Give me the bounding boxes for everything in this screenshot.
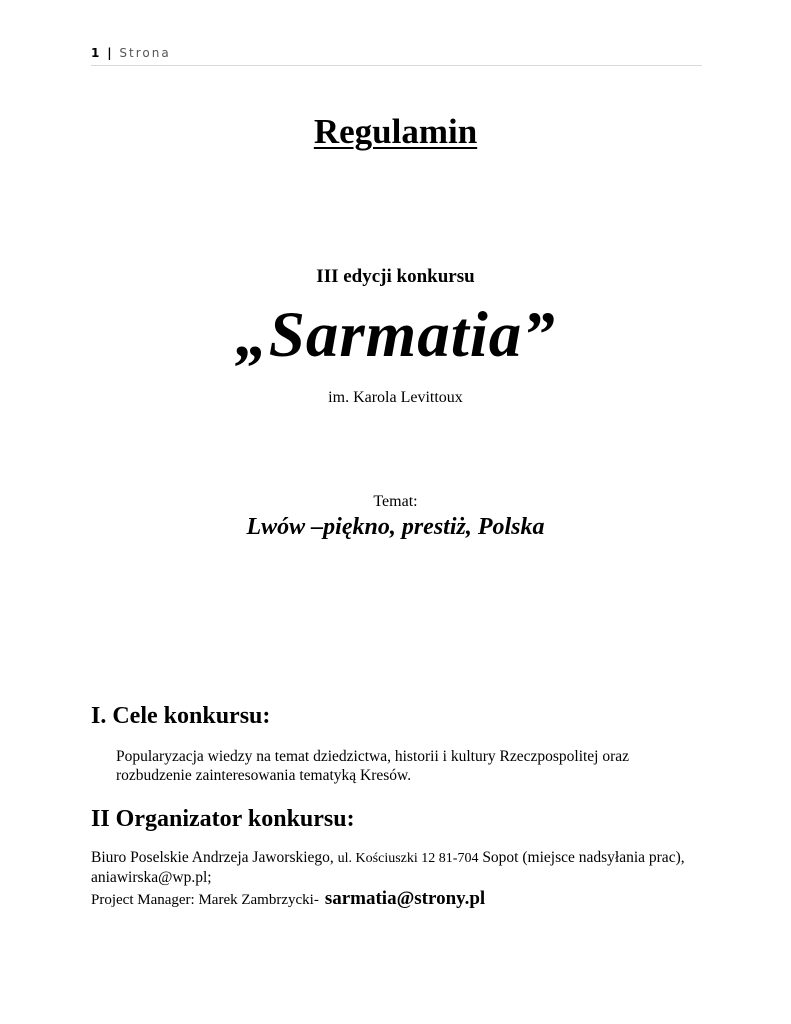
project-manager-line <box>91 889 711 910</box>
contest-name: „Sarmatia” <box>235 299 556 371</box>
organizer-details <box>91 848 711 887</box>
organizer-address: ul. Kościuszki 12 81-704 <box>337 851 479 866</box>
page-number: 1 <box>91 46 100 60</box>
theme-title: Lwów –piękno, prestiż, Polska <box>246 514 545 540</box>
page-header <box>91 46 702 66</box>
project-manager-email[interactable]: sarmatia@strony.pl <box>324 888 486 909</box>
organizer-office: Biuro Poselskie Andrzeja Jaworskiego, <box>91 849 334 866</box>
edition-line: III edycji konkursu <box>316 266 475 287</box>
organizer-address-rest: Sopot (miejsce nadsyłania prac), <box>482 849 685 866</box>
patron-line: im. Karola Levittoux <box>328 389 463 406</box>
page-label: Strona <box>119 46 171 60</box>
header-separator: | <box>107 46 112 60</box>
section-goals-text: Popularyzacja wiedzy na temat dziedzictwa, historii i kultury Rzeczpospolitej oraz rozbudzenie zainteresowania tematyką Kresów. <box>116 748 630 784</box>
section-goals-heading: I. Cele konkursu: <box>91 703 271 729</box>
section-organizer-heading: II Organizator konkursu: <box>91 806 355 832</box>
project-manager-label: Project Manager: Marek Zambrzycki- <box>91 892 319 908</box>
organizer-email[interactable]: aniawirska@wp.pl; <box>91 869 212 886</box>
document-title: Regulamin <box>313 112 478 151</box>
theme-label: Temat: <box>373 493 418 510</box>
